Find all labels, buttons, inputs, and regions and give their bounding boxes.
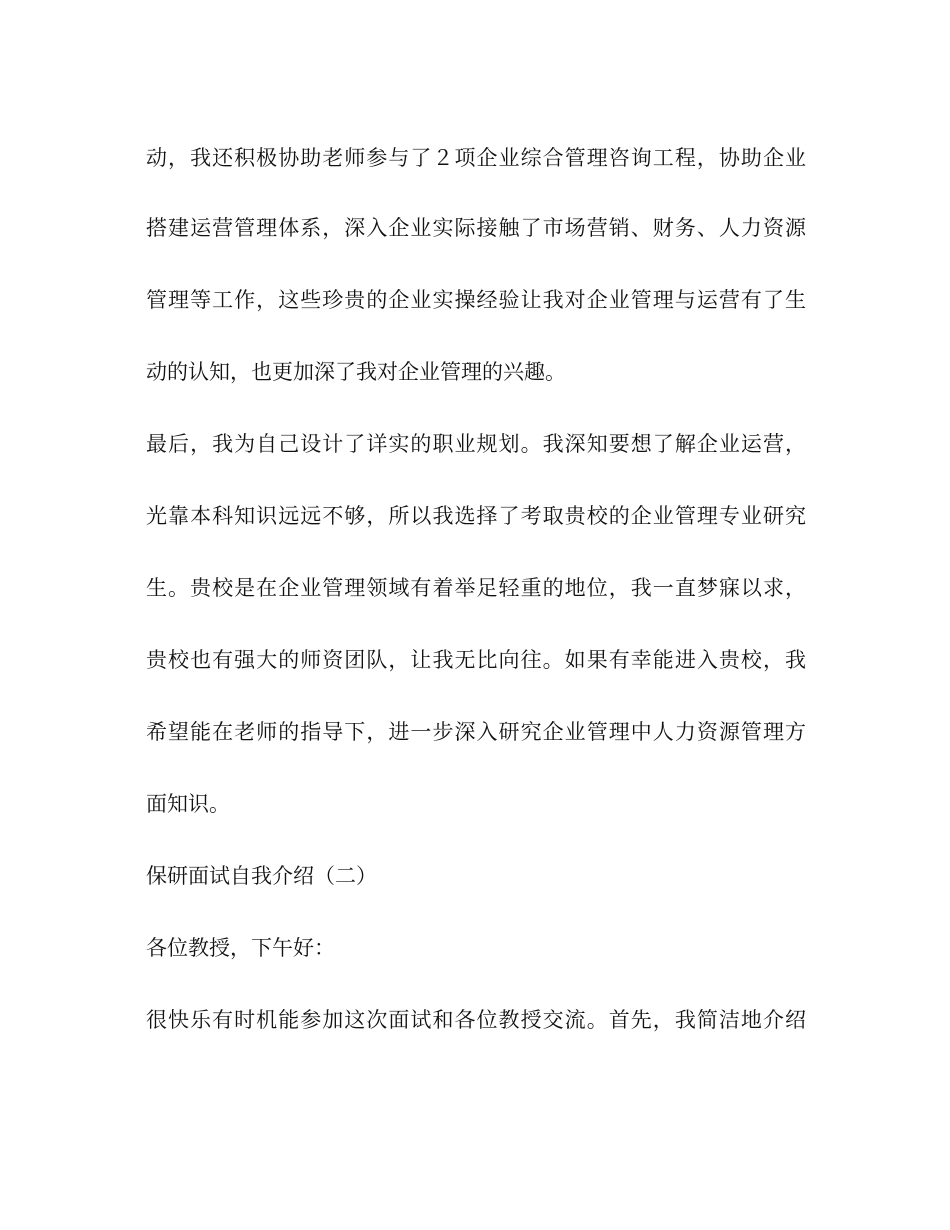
text-line: 很快乐有时机能参加这次面试和各位教授交流。首先，我简洁地介绍	[146, 1008, 806, 1032]
text-line: 贵校也有强大的师资团队，让我无比向往。如果有幸能进入贵校，我	[146, 648, 806, 672]
text-line: 光靠本科知识远远不够，所以我选择了考取贵校的企业管理专业研究	[146, 504, 806, 528]
text-line: 动，我还积极协助老师参与了２项企业综合管理咨询工程，协助企业	[146, 146, 806, 170]
text-line: 搭建运营管理体系，深入企业实际接触了市场营销、财务、人力资源	[146, 216, 806, 240]
section-heading: 保研面试自我介绍（二）	[146, 864, 377, 888]
text-line: 最后，我为自己设计了详实的职业规划。我深知要想了解企业运营，	[146, 432, 806, 456]
text-line: 面知识。	[146, 792, 230, 816]
salutation: 各位教授，下午好：	[146, 936, 335, 960]
text-line: 动的认知，也更加深了我对企业管理的兴趣。	[146, 360, 566, 384]
text-line: 管理等工作，这些珍贵的企业实操经验让我对企业管理与运营有了生	[146, 288, 806, 312]
text-line: 希望能在老师的指导下，进一步深入研究企业管理中人力资源管理方	[146, 720, 806, 744]
text-line: 生。贵校是在企业管理领域有着举足轻重的地位，我一直梦寐以求，	[146, 576, 806, 600]
